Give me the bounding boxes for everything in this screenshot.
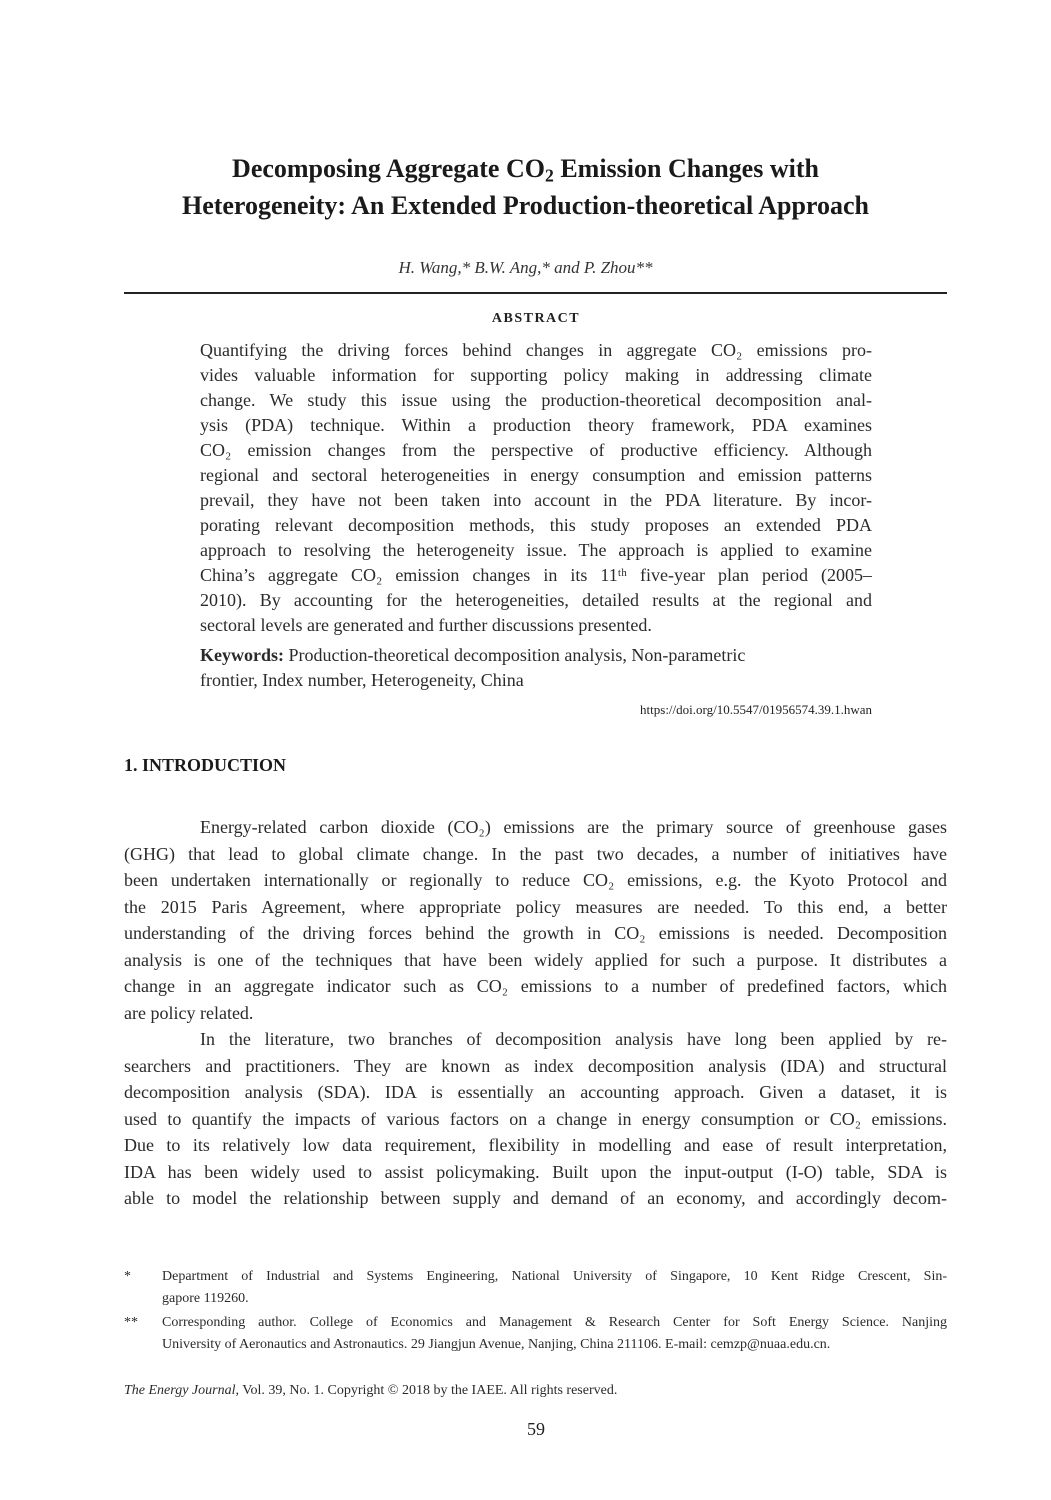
body-line: been undertaken internationally or regionally to reduce CO₂ emissions, e.g. the Kyoto Protocol and	[124, 870, 947, 890]
title-co2-subscript: 2	[544, 165, 554, 186]
footnotes	[124, 1266, 947, 1358]
footnote-marker: *	[124, 1269, 131, 1284]
body-line: Due to its relatively low data requirement, flexibility in modelling and ease of result interpretation,	[124, 1135, 947, 1155]
doi-link[interactable]: https://doi.org/10.5547/01956574.39.1.hwan	[640, 702, 872, 717]
abstract-line: change. We study this issue using the production-theoretical decomposition anal-	[200, 390, 872, 410]
abstract-line: Quantifying the driving forces behind changes in aggregate CO₂ emissions pro-	[200, 340, 872, 360]
paper-title-line1	[0, 150, 1051, 187]
keywords-text-1: Production-theoretical decomposition analysis, Non-parametric	[284, 645, 746, 665]
title-line1-pre: Decomposing Aggregate CO	[232, 154, 545, 183]
journal-citation	[124, 1383, 617, 1399]
journal-details: , Vol. 39, No. 1. Copyright © 2018 by the IAEE. All rights reserved.	[235, 1383, 618, 1398]
abstract-heading: ABSTRACT	[491, 311, 581, 326]
keywords-block	[200, 643, 880, 693]
journal-name: The Energy Journal	[124, 1383, 236, 1398]
body-line: understanding of the driving forces behind the growth in CO₂ emissions is needed. Decomposition	[124, 923, 947, 943]
footnote-marker: **	[124, 1315, 138, 1330]
abstract-body	[200, 338, 872, 638]
footnote-line: Corresponding author. College of Economics and Management & Research Center for Soft Energy Science. Nanjing	[162, 1315, 947, 1330]
author-list: H. Wang,* B.W. Ang,* and P. Zhou**	[398, 258, 653, 277]
title-line1-post: Emission Changes with	[553, 154, 819, 183]
abstract-line: regional and sectoral heterogeneities in energy consumption and emission patterns	[200, 465, 872, 485]
footnote-line: University of Aeronautics and Astronautics. 29 Jiangjun Avenue, Nanjing, China 211106. E-mail: cemzp@nuaa.edu.cn.	[162, 1337, 831, 1352]
abstract-line: 2010). By accounting for the heterogeneities, detailed results at the regional and	[200, 590, 872, 610]
footnote-line: gapore 119260.	[162, 1291, 249, 1306]
abstract-line: sectoral levels are generated and further discussions presented.	[200, 615, 652, 635]
abstract-line: prevail, they have not been taken into account in the PDA literature. By incor-	[200, 490, 872, 510]
body-line: Energy-related carbon dioxide (CO₂) emissions are the primary source of greenhouse gases	[200, 817, 947, 837]
body-line: In the literature, two branches of decomposition analysis have long been applied by re-	[200, 1029, 947, 1049]
body-line: IDA has been widely used to assist policymaking. Built upon the input-output (I-O) table, SDA is	[124, 1161, 947, 1182]
body-line: the 2015 Paris Agreement, where appropriate policy measures are needed. To this end, a better	[124, 896, 947, 917]
paper-title	[0, 150, 1051, 224]
abstract-line: vides valuable information for supporting policy making in addressing climate	[200, 365, 872, 385]
body-line: decomposition analysis (SDA). IDA is essentially an accounting approach. Given a dataset, it is	[124, 1082, 947, 1102]
body-line: (GHG) that lead to global climate change. In the past two decades, a number of initiatives have	[124, 843, 947, 864]
paper-title-line2: Heterogeneity: An Extended Production-theoretical Approach	[181, 191, 870, 220]
body-line: change in an aggregate indicator such as CO₂ emissions to a number of predefined factors, which	[124, 976, 947, 996]
footnote-corresponding-author	[124, 1312, 947, 1356]
abstract-line: ysis (PDA) technique. Within a production theory framework, PDA examines	[200, 415, 872, 435]
body-line: searchers and practitioners. They are known as index decomposition analysis (IDA) and structural	[124, 1055, 947, 1076]
footnote-affiliation	[124, 1266, 947, 1310]
abstract-line: China’s aggregate CO₂ emission changes in its 11ᵗʰ five-year plan period (2005–	[200, 565, 872, 585]
keywords-line1	[200, 643, 880, 668]
header-divider	[124, 292, 947, 294]
body-line: are policy related.	[124, 1002, 254, 1023]
body-line: used to quantify the impacts of various factors on a change in energy consumption or CO₂ emissions.	[124, 1108, 947, 1129]
abstract-line: porating relevant decomposition methods, this study proposes an extended PDA	[200, 515, 872, 535]
body-line: able to model the relationship between supply and demand of an economy, and accordingly decom-	[124, 1188, 947, 1208]
introduction-body	[124, 814, 947, 1212]
section-heading-introduction: 1. INTRODUCTION	[124, 755, 287, 775]
body-line: analysis is one of the techniques that have been widely applied for such a purpose. It distributes a	[124, 949, 947, 970]
keywords-label: Keywords:	[200, 645, 284, 665]
keywords-text-2: frontier, Index number, Heterogeneity, China	[200, 670, 524, 690]
page-number: 59	[527, 1419, 545, 1439]
abstract-line: CO₂ emission changes from the perspective of productive efficiency. Although	[200, 440, 872, 460]
footnote-line: Department of Industrial and Systems Engineering, National University of Singapore, 10 Kent Ridge Crescent, Sin-	[162, 1269, 947, 1284]
abstract-line: approach to resolving the heterogeneity issue. The approach is applied to examine	[200, 540, 872, 560]
